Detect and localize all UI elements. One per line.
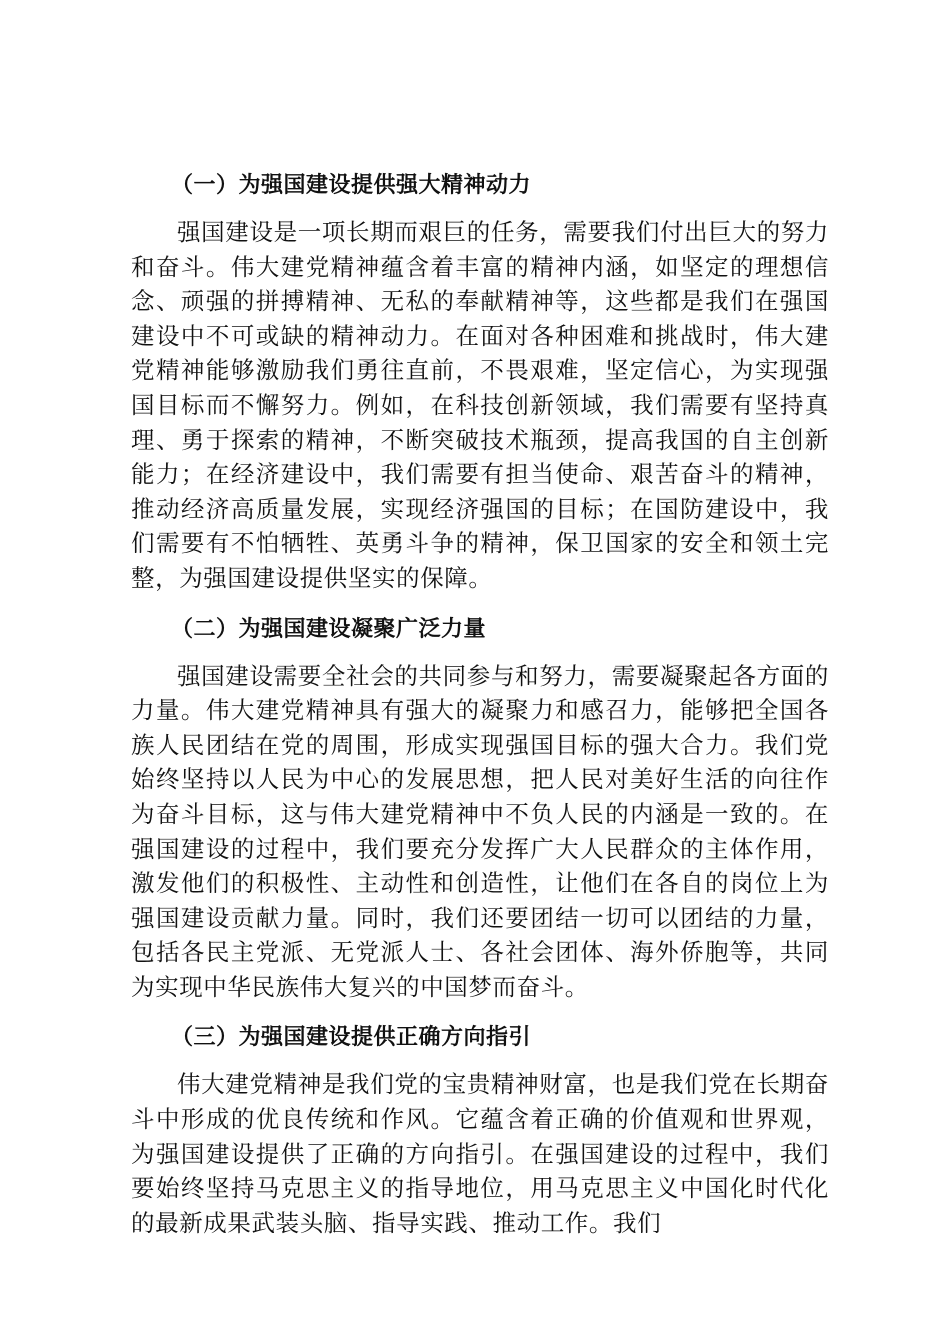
section-paragraph: 强国建设是一项长期而艰巨的任务，需要我们付出巨大的努力和奋斗。伟大建党精神蕴含着丰富的精神内涵，如坚定的理想信念、顽强的拼搏精神、无私的奉献精神等，这些都是我们在强国建设中不可或缺的精神动力。在面对各种困难和挑战时，伟大建党精神能够激励我们勇往直前，不畏艰难，坚定信心，为实现强国目标而不懈努力。例如，在科技创新领域，我们需要有坚持真理、勇于探索的精神，不断突破技术瓶颈，提高我国的自主创新能力；在经济建设中，我们需要有担当使命、艰苦奋斗的精神，推动经济高质量发展，实现经济强国的目标；在国防建设中，我们需要有不怕牺牲、英勇斗争的精神，保卫国家的安全和领土完整，为强国建设提供坚实的保障。 — [131, 218, 829, 592]
section-2 — [131, 612, 829, 1005]
section-paragraph: 伟大建党精神是我们党的宝贵精神财富，也是我们党在长期奋斗中形成的优良传统和作风。它蕴含着正确的价值观和世界观，为强国建设提供了正确的方向指引。在强国建设的过程中，我们要始终坚持马克思主义的指导地位，用马克思主义中国化时代化的最新成果武装头脑、指导实践、推动工作。我们 — [131, 1070, 829, 1237]
section-3 — [131, 1020, 829, 1240]
section-paragraph: 强国建设需要全社会的共同参与和努力，需要凝聚起各方面的力量。伟大建党精神具有强大的凝聚力和感召力，能够把全国各族人民团结在党的周围，形成实现强国目标的强大合力。我们党始终坚持以人民为中心的发展思想，把人民对美好生活的向往作为奋斗目标，这与伟大建党精神中不负人民的内涵是一致的。在强国建设的过程中，我们要充分发挥广大人民群众的主体作用，激发他们的积极性、主动性和创造性，让他们在各自的岗位上为强国建设贡献力量。同时，我们还要团结一切可以团结的力量，包括各民主党派、无党派人士、各社会团体、海外侨胞等，共同为实现中华民族伟大复兴的中国梦而奋斗。 — [131, 661, 829, 1001]
section-heading: （三）为强国建设提供正确方向指引 — [171, 1025, 532, 1051]
section-heading: （一）为强国建设提供强大精神动力 — [171, 173, 532, 198]
section-1 — [131, 168, 829, 596]
section-heading: （二）为强国建设凝聚广泛力量 — [171, 616, 487, 642]
document-body — [131, 168, 829, 1240]
